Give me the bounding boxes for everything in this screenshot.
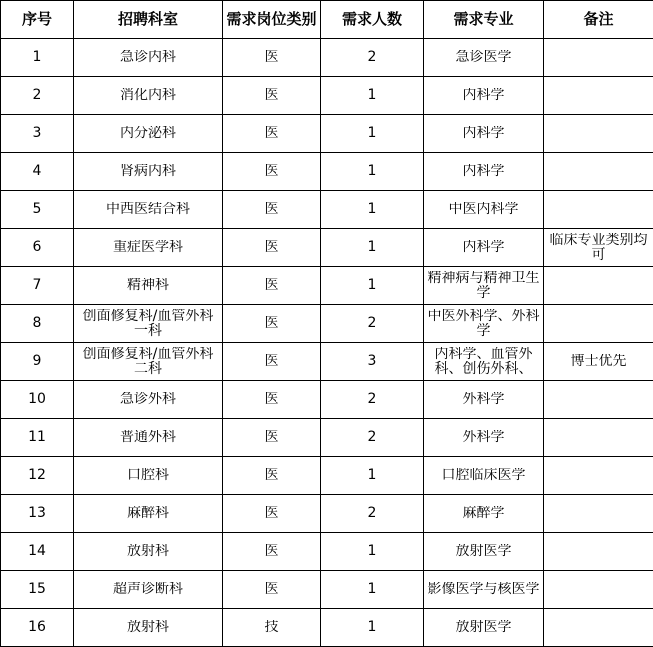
cell-seq-text: 3: [32, 126, 42, 141]
cell-count-text: 2: [367, 50, 377, 65]
cell-type: [223, 77, 321, 115]
cell-count-text: 1: [367, 88, 377, 103]
cell-count-text: 1: [367, 468, 377, 483]
cell-count-text: 1: [367, 544, 377, 559]
header-seq: 序号: [1, 1, 74, 39]
cell-major-text: 外科学: [462, 392, 505, 407]
cell-count: [321, 495, 424, 533]
cell-type: [223, 267, 321, 305]
cell-note: [544, 457, 653, 495]
cell-note: [544, 115, 653, 153]
cell-count: [321, 609, 424, 647]
cell-dept: [74, 115, 223, 153]
cell-count: [321, 77, 424, 115]
cell-major: [424, 77, 544, 115]
cell-dept: [74, 381, 223, 419]
cell-seq-text: 7: [32, 278, 42, 293]
cell-seq: [1, 343, 74, 381]
cell-dept-text: 肾病内科: [120, 164, 176, 179]
table-body: [1, 39, 653, 647]
header-row: [1, 1, 653, 39]
cell-seq-text: 9: [32, 354, 42, 369]
cell-major: [424, 191, 544, 229]
cell-major: [424, 39, 544, 77]
cell-dept: [74, 229, 223, 267]
cell-major: [424, 153, 544, 191]
cell-count: [321, 153, 424, 191]
cell-seq-text: 15: [28, 582, 46, 597]
cell-type: [223, 153, 321, 191]
cell-type: [223, 343, 321, 381]
header-note: 备注: [544, 1, 653, 39]
cell-type: [223, 381, 321, 419]
cell-major-text: 中医外科学、外科学: [427, 308, 540, 339]
cell-seq-text: 14: [28, 544, 46, 559]
cell-dept-text: 急诊内科: [120, 50, 176, 65]
cell-seq-text: 10: [28, 392, 46, 407]
table-row: [1, 533, 653, 571]
cell-type-text: 医: [264, 240, 279, 255]
cell-seq-text: 8: [32, 316, 42, 331]
cell-type-text: 医: [264, 126, 279, 141]
cell-type-text: 医: [264, 392, 279, 407]
cell-note-text: 临床专业类别均可: [549, 232, 648, 263]
table-row: [1, 77, 653, 115]
cell-seq-text: 1: [32, 50, 42, 65]
cell-note: [544, 609, 653, 647]
table-row: [1, 305, 653, 343]
cell-major-text: 麻醉学: [462, 506, 505, 521]
table-row: [1, 609, 653, 647]
table-row: [1, 381, 653, 419]
table-row: [1, 229, 653, 267]
cell-major-text: 内科学: [462, 126, 505, 141]
cell-dept-text: 内分泌科: [120, 126, 176, 141]
cell-type-text: 医: [264, 316, 279, 331]
cell-type: [223, 305, 321, 343]
cell-dept-text: 急诊外科: [120, 392, 176, 407]
cell-major: [424, 305, 544, 343]
cell-type: [223, 571, 321, 609]
cell-count: [321, 229, 424, 267]
cell-dept: [74, 305, 223, 343]
cell-count-text: 1: [367, 164, 377, 179]
cell-count-text: 2: [367, 316, 377, 331]
cell-dept: [74, 153, 223, 191]
cell-major: [424, 267, 544, 305]
cell-count-text: 1: [367, 126, 377, 141]
cell-type: [223, 191, 321, 229]
cell-dept-text: 放射科: [127, 620, 169, 635]
table-row: [1, 267, 653, 305]
cell-major-text: 外科学: [462, 430, 505, 445]
cell-count-text: 2: [367, 392, 377, 407]
cell-dept-text: 消化内科: [120, 88, 176, 103]
cell-type-text: 医: [264, 544, 279, 559]
cell-type-text: 医: [264, 88, 279, 103]
cell-type-text: 医: [264, 468, 279, 483]
cell-seq: [1, 609, 74, 647]
cell-major-text: 中医内科学: [448, 202, 519, 217]
cell-major-text: 内科学: [462, 240, 505, 255]
cell-seq-text: 11: [28, 430, 46, 445]
cell-count: [321, 39, 424, 77]
header-type: 需求岗位类别: [223, 1, 321, 39]
cell-type-text: 医: [264, 164, 279, 179]
cell-dept: [74, 609, 223, 647]
cell-seq-text: 6: [32, 240, 42, 255]
cell-note: [544, 77, 653, 115]
cell-type-text: 医: [264, 278, 279, 293]
cell-major-text: 急诊医学: [455, 50, 512, 65]
cell-count-text: 3: [367, 354, 377, 369]
cell-dept: [74, 495, 223, 533]
cell-dept: [74, 343, 223, 381]
cell-dept: [74, 533, 223, 571]
cell-type-text: 技: [264, 620, 279, 635]
cell-count-text: 1: [367, 240, 377, 255]
cell-note: [544, 419, 653, 457]
table-row: [1, 343, 653, 381]
cell-type: [223, 419, 321, 457]
table-row: [1, 495, 653, 533]
cell-major: [424, 495, 544, 533]
cell-major: [424, 381, 544, 419]
cell-dept-text: 麻醉科: [127, 506, 169, 521]
cell-major: [424, 115, 544, 153]
cell-major: [424, 457, 544, 495]
cell-dept: [74, 457, 223, 495]
cell-count: [321, 343, 424, 381]
cell-seq: [1, 115, 74, 153]
cell-major-text: 影像医学与核医学: [427, 582, 540, 597]
cell-type: [223, 457, 321, 495]
cell-major: [424, 343, 544, 381]
cell-note: [544, 39, 653, 77]
cell-type-text: 医: [264, 582, 279, 597]
cell-dept-text: 精神科: [127, 278, 169, 293]
cell-major: [424, 533, 544, 571]
cell-count-text: 1: [367, 278, 377, 293]
cell-seq: [1, 77, 74, 115]
header-major: 需求专业: [424, 1, 544, 39]
cell-note-text: 博士优先: [570, 354, 627, 369]
cell-count: [321, 115, 424, 153]
header-count: 需求人数: [321, 1, 424, 39]
cell-major-text: 内科学: [462, 164, 505, 179]
cell-dept-text: 口腔科: [127, 468, 169, 483]
cell-seq-text: 2: [32, 88, 42, 103]
cell-major: [424, 609, 544, 647]
cell-count: [321, 305, 424, 343]
cell-count: [321, 571, 424, 609]
cell-type: [223, 609, 321, 647]
cell-seq-text: 16: [28, 620, 46, 635]
cell-count: [321, 419, 424, 457]
cell-dept-text: 创面修复科/血管外科二科: [82, 346, 214, 377]
cell-dept-text: 普通外科: [120, 430, 176, 445]
cell-note: [544, 495, 653, 533]
cell-type-text: 医: [264, 430, 279, 445]
cell-dept: [74, 191, 223, 229]
cell-dept-text: 重症医学科: [113, 240, 183, 255]
cell-seq: [1, 191, 74, 229]
cell-seq: [1, 305, 74, 343]
cell-note: [544, 305, 653, 343]
cell-seq: [1, 533, 74, 571]
cell-note: [544, 381, 653, 419]
cell-dept: [74, 39, 223, 77]
cell-note: [544, 153, 653, 191]
cell-count-text: 1: [367, 620, 377, 635]
cell-type: [223, 115, 321, 153]
cell-major-text: 精神病与精神卫生学: [427, 270, 540, 301]
cell-seq: [1, 39, 74, 77]
cell-type-text: 医: [264, 506, 279, 521]
cell-count: [321, 191, 424, 229]
cell-dept: [74, 77, 223, 115]
cell-seq-text: 4: [32, 164, 42, 179]
cell-seq-text: 12: [28, 468, 46, 483]
cell-dept: [74, 267, 223, 305]
table-row: [1, 39, 653, 77]
cell-major-text: 放射医学: [455, 620, 512, 635]
cell-major-text: 口腔临床医学: [441, 468, 526, 483]
cell-seq: [1, 229, 74, 267]
cell-type-text: 医: [264, 354, 279, 369]
cell-seq: [1, 495, 74, 533]
cell-type: [223, 533, 321, 571]
cell-dept-text: 创面修复科/血管外科一科: [82, 308, 214, 339]
cell-note: [544, 571, 653, 609]
cell-count-text: 2: [367, 506, 377, 521]
table-row: [1, 571, 653, 609]
table-row: [1, 457, 653, 495]
cell-dept-text: 中西医结合科: [106, 202, 190, 217]
table-row: [1, 191, 653, 229]
cell-dept: [74, 419, 223, 457]
cell-type: [223, 39, 321, 77]
cell-count-text: 1: [367, 202, 377, 217]
cell-seq: [1, 153, 74, 191]
cell-seq-text: 13: [28, 506, 46, 521]
cell-seq: [1, 381, 74, 419]
cell-note: [544, 533, 653, 571]
cell-major-text: 内科学: [462, 88, 505, 103]
cell-type: [223, 495, 321, 533]
cell-count: [321, 381, 424, 419]
cell-seq: [1, 571, 74, 609]
cell-dept-text: 放射科: [127, 544, 169, 559]
cell-major: [424, 571, 544, 609]
table-row: [1, 153, 653, 191]
cell-dept: [74, 571, 223, 609]
table-row: [1, 419, 653, 457]
cell-type: [223, 229, 321, 267]
cell-seq-text: 5: [32, 202, 42, 217]
cell-seq: [1, 267, 74, 305]
cell-major-text: 内科学、血管外科、创伤外科、: [434, 346, 533, 377]
cell-seq: [1, 419, 74, 457]
cell-seq: [1, 457, 74, 495]
cell-major: [424, 419, 544, 457]
cell-note: [544, 267, 653, 305]
cell-count: [321, 267, 424, 305]
cell-type-text: 医: [264, 202, 279, 217]
cell-count-text: 2: [367, 430, 377, 445]
cell-count: [321, 457, 424, 495]
cell-type-text: 医: [264, 50, 279, 65]
cell-dept-text: 超声诊断科: [113, 582, 183, 597]
cell-note: [544, 191, 653, 229]
table-row: [1, 115, 653, 153]
header-dept: 招聘科室: [74, 1, 223, 39]
cell-major: [424, 229, 544, 267]
cell-note: [544, 229, 653, 267]
cell-major-text: 放射医学: [455, 544, 512, 559]
cell-note: [544, 343, 653, 381]
cell-count: [321, 533, 424, 571]
cell-count-text: 1: [367, 582, 377, 597]
